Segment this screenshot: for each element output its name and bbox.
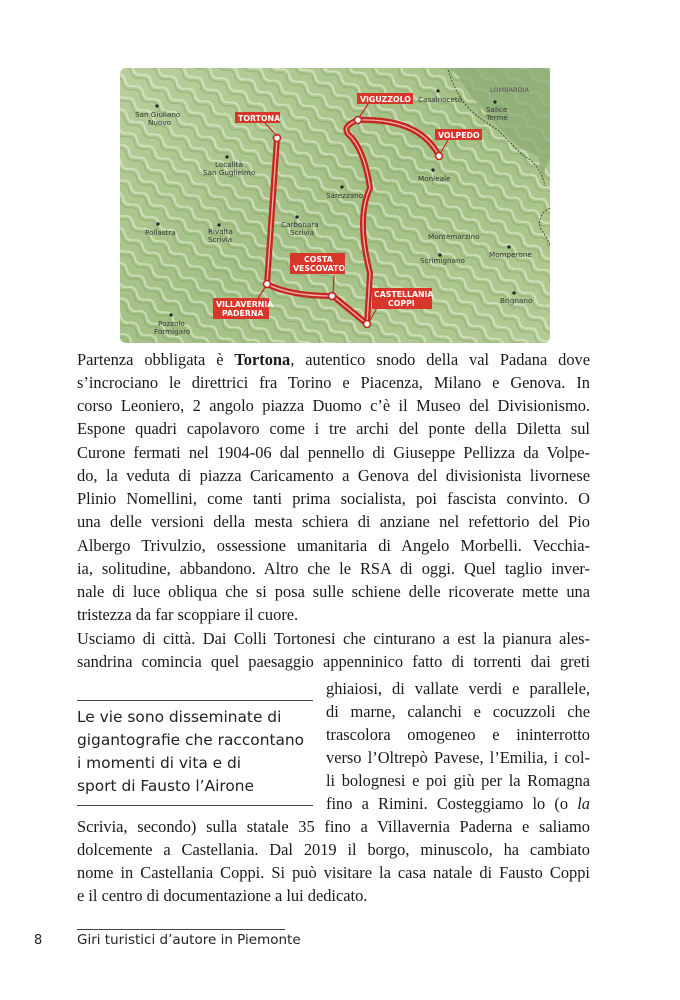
pullquote <box>77 706 317 798</box>
svg-text:TORTONA: TORTONA <box>238 114 281 123</box>
body-line: nome in Castellania Coppi. Si può visitare la casa natale di Fausto Coppi <box>77 863 590 882</box>
svg-text:VIGUZZOLO: VIGUZZOLO <box>360 95 411 104</box>
svg-text:Formigaro: Formigaro <box>154 327 191 336</box>
pullquote-line: sport di Fausto l’Airone <box>77 777 254 795</box>
svg-text:VILLAVERNIA: VILLAVERNIA <box>216 300 274 309</box>
svg-text:Brignano: Brignano <box>500 296 533 305</box>
svg-text:COPPI: COPPI <box>388 299 415 308</box>
svg-text:Monleale: Monleale <box>418 174 451 183</box>
svg-text:Nuovo: Nuovo <box>148 118 171 127</box>
svg-text:Salice: Salice <box>486 105 508 114</box>
body-line: ia, solitudine, abbandono. Altro che le RSA di oggi. Quel taglio inver- <box>77 559 590 578</box>
body-line: Albergo Trivulzio, ossessione umanitaria di Angelo Morbelli. Vecchia- <box>77 536 590 555</box>
body-line: e il centro di documentazione a lui dedicato. <box>77 886 368 905</box>
svg-text:Scrivia: Scrivia <box>208 235 233 244</box>
pullquote-line: i momenti di vita e di <box>77 754 242 772</box>
svg-text:Casalnoceto: Casalnoceto <box>418 95 463 104</box>
svg-text:Pollastra: Pollastra <box>145 228 176 237</box>
body-line <box>77 350 590 370</box>
italic-word: la <box>577 794 590 813</box>
body-line: corso Leoniero, 2 angolo piazza Duomo c’è il Museo del Divisionismo. <box>77 396 590 415</box>
body-line: s’incrociano le direttrici fra Torino e Piacenza, Milano e Genova. In <box>77 373 590 392</box>
body-line: verso l’Oltrepò Pavese, l’Emilia, i col- <box>326 748 590 767</box>
body-line: Usciamo di città. Dai Colli Tortonesi che cinturano a est la pianura ales- <box>77 629 590 648</box>
page-number: 8 <box>34 933 43 948</box>
body-line: Scrivia, secondo) sulla statale 35 fino a Villavernia Paderna e saliamo <box>77 817 590 836</box>
pullquote-top-rule <box>77 700 313 701</box>
svg-text:PADERNA: PADERNA <box>222 309 264 318</box>
body-line: sandrina comincia quel paesaggio appenninico fatto di torrenti dai greti <box>77 652 590 671</box>
svg-text:Terme: Terme <box>486 113 508 122</box>
svg-text:Montemarzino: Montemarzino <box>428 232 480 241</box>
svg-text:Scrimignano: Scrimignano <box>420 256 465 265</box>
pullquote-line: gigantografie che raccontano <box>77 731 305 749</box>
body-line: nale di luce obliqua che si posa sulle schiene delle ricoverate mette una <box>77 582 590 601</box>
text-segment: Partenza obbligata è <box>77 350 235 369</box>
svg-text:San Guglielmo: San Guglielmo <box>203 168 256 177</box>
body-line: do, la veduta di piazza Caricamento a Genova del divisionista livornese <box>77 466 590 485</box>
running-head: Giri turistici d’autore in Piemonte <box>77 932 301 948</box>
svg-text:VOLPEDO: VOLPEDO <box>438 131 480 140</box>
svg-text:Località: Località <box>215 160 243 169</box>
body-line: una delle versioni della mesta schiera di anziane nel refettorio del Pio <box>77 512 590 531</box>
svg-text:COSTA: COSTA <box>304 255 333 264</box>
text-segment: fino a Rimini. Costeggiamo lo (o <box>326 794 578 813</box>
svg-text:CASTELLANIA: CASTELLANIA <box>374 290 434 299</box>
footer-rule <box>77 929 285 930</box>
svg-text:VESCOVATO: VESCOVATO <box>293 264 345 273</box>
bold-place-name: Tortona <box>234 350 291 369</box>
body-line: dolcemente a Castellania. Dal 2019 il borgo, minuscolo, ha cambiato <box>77 840 590 859</box>
body-line: Curone fermati nel 1904-06 dal pennello di Giuseppe Pellizza da Volpe- <box>77 443 590 462</box>
body-line: li bolognesi e poi giù per la Romagna <box>326 771 590 790</box>
body-line: ghiaiosi, di vallate verdi e parallele, <box>326 679 590 698</box>
body-line: di marne, calanchi e cocuzzoli che <box>326 702 590 721</box>
pullquote-line: Le vie sono disseminate di <box>77 708 282 726</box>
svg-text:Pozzolo: Pozzolo <box>158 319 185 328</box>
pullquote-bottom-rule <box>77 805 313 806</box>
svg-text:San Giuliano: San Giuliano <box>135 110 181 119</box>
svg-text:Sarezzano: Sarezzano <box>326 191 364 200</box>
svg-text:Carbonara: Carbonara <box>281 220 319 229</box>
svg-text:Scrivia: Scrivia <box>290 228 315 237</box>
svg-text:Rivalta: Rivalta <box>208 227 233 236</box>
body-line: trascolora omogeneo e ininterrotto <box>326 725 590 744</box>
body-line: Espone quadri capolavoro come i tre archi del ponte della Diletta sul <box>77 419 590 438</box>
body-line <box>326 794 590 814</box>
svg-text:Momperone: Momperone <box>489 250 532 259</box>
route-map <box>120 68 550 343</box>
text-segment: , autentico snodo della val Padana dove <box>290 350 590 369</box>
body-line: tristezza da far scoppiare il cuore. <box>77 605 299 624</box>
svg-text:LOMBARDIA: LOMBARDIA <box>490 86 529 94</box>
body-line: Plinio Nomellini, come tanti prima socialista, poi fascista convinto. O <box>77 489 590 508</box>
